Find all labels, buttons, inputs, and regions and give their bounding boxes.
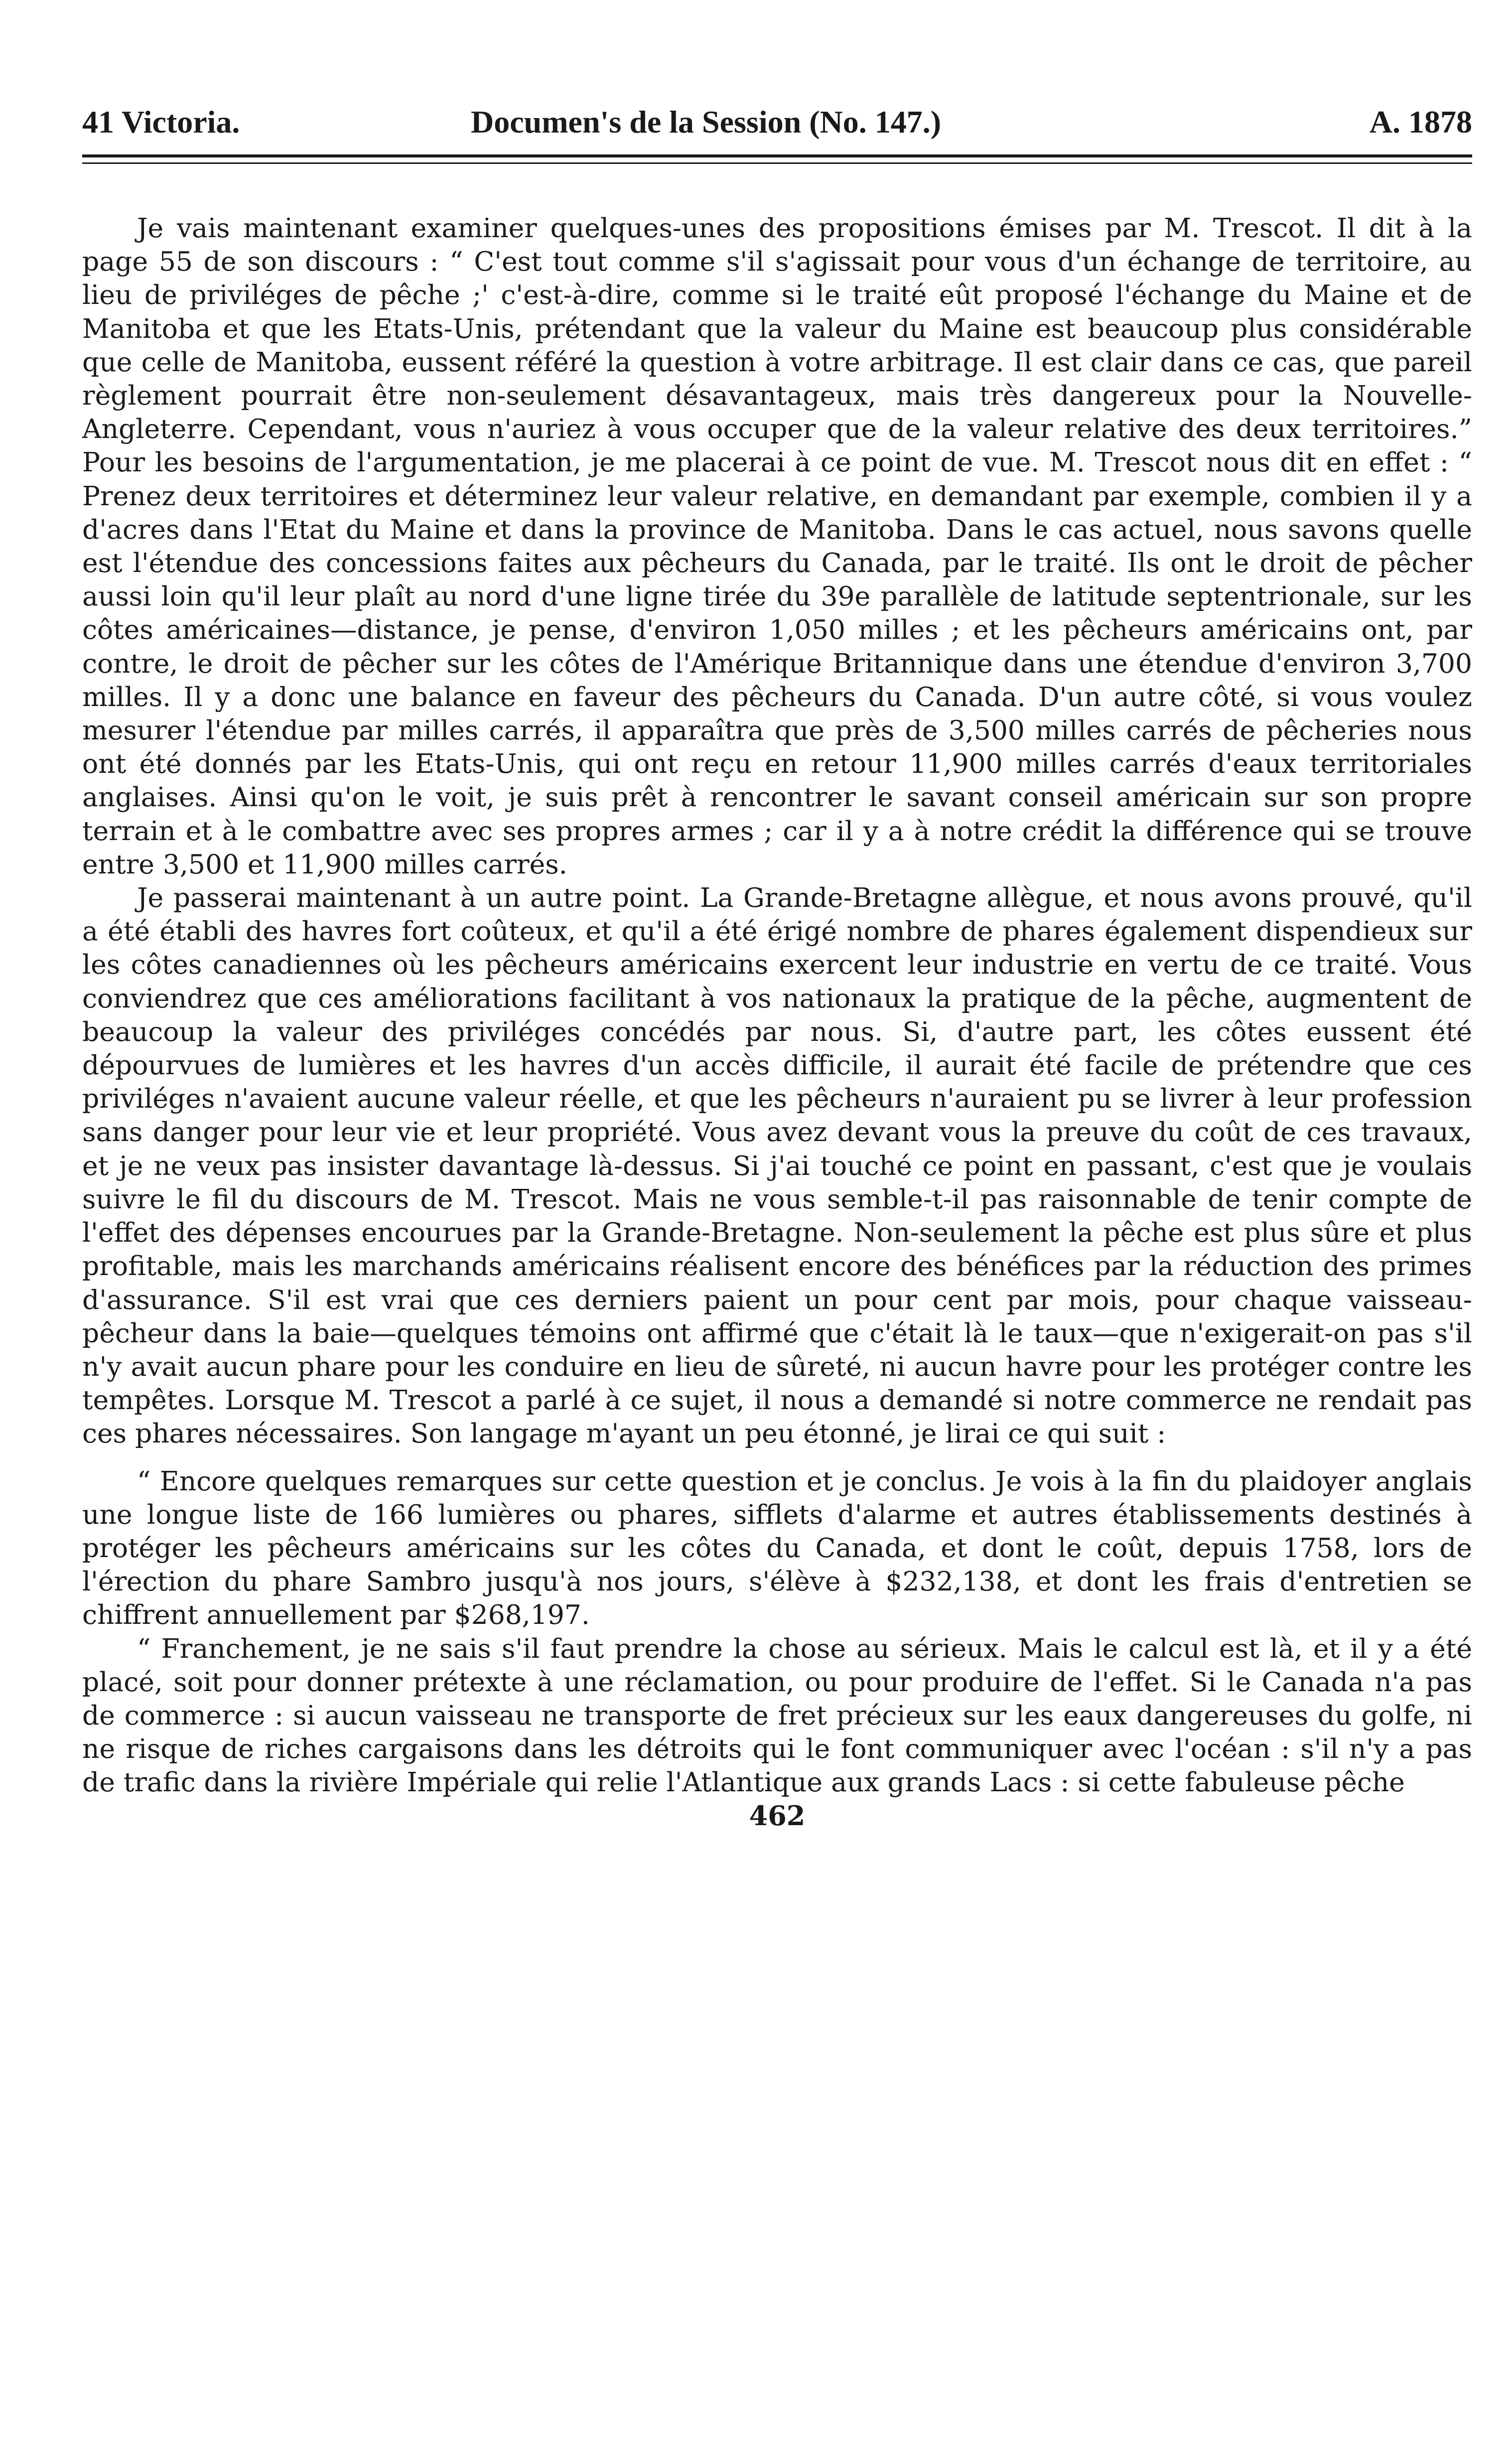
paragraph-1: Je vais maintenant examiner quelques-unes des propositions émises par M. Trescot. Il dit à la page 55 de son discours : “ C'est tout comme s'il s'agissait pour vous d'un échange de territoire, au lieu de priviléges de pêche ;' c'est-à-dire, comme si le traité eût proposé l'échange du Maine et de Manitoba et que les Etats-Unis, prétendant que la valeur du Maine est beaucoup plus considérable que celle de Manitoba, eussent référé la question à votre arbitrage. Il est clair dans ce cas, que pareil règlement pourrait être non-seulement désavantageux, mais très dangereux pour la Nouvelle-Angleterre. Cependant, vous n'auriez à vous occuper que de la valeur relative des deux territoires.” Pour les besoins de l'argumentation, je me placerai à ce point de vue. M. Trescot nous dit en effet : “ Prenez deux territoires et déterminez leur valeur relative, en demandant par exemple, combien il y a d'acres dans l'Etat du Maine et dans la province de Manitoba. Dans le cas actuel, nous savons quelle est l'étendue des concessions faites aux pêcheurs du Canada, par le traité. Ils ont le droit de pêcher aussi loin qu'il leur plaît au nord d'une ligne tirée du 39e parallèle de latitude septentrionale, sur les côtes américaines—distance, je pense, d'environ 1,050 milles ; et les pêcheurs américains ont, par contre, le droit de pêcher sur les côtes de l'Amérique Britannique dans une étendue d'environ 3,700 milles. Il y a donc une balance en faveur des pêcheurs du Canada. D'un autre côté, si vous voulez mesurer l'étendue par milles carrés, il apparaîtra que près de 3,500 milles carrés de pêcheries nous ont été donnés par les Etats-Unis, qui ont reçu en retour 11,900 milles carrés d'eaux territoriales anglaises. Ainsi qu'on le voit, je suis prêt à rencontrer le savant conseil américain sur son propre terrain et à le combattre avec ses propres armes ; car il y a à notre crédit la différence qui se trouve entre 3,500 et 11,900 milles carrés.	[82, 212, 1472, 880]
header-year: A. 1878	[1369, 104, 1472, 140]
header-rule-thick	[82, 154, 1472, 157]
quotation-block	[82, 1464, 1472, 1799]
quotation-paragraph-1: “ Encore quelques remarques sur cette question et je conclus. Je vois à la fin du plaidoyer anglais une longue liste de 166 lumières ou phares, sifflets d'alarme et autres établissements destinés à protéger les pêcheurs américains sur les côtes du Canada, et dont le coût, depuis 1758, lors de l'érection du phare Sambro jusqu'à nos jours, s'élève à $232,138, et dont les frais d'entretien se chiffrent annuellement par $268,197.	[82, 1465, 1472, 1631]
quotation-paragraph-2: “ Franchement, je ne sais s'il faut prendre la chose au sérieux. Mais le calcul est là, et il y a été placé, soit pour donner prétexte à une réclamation, ou pour produire de l'effet. Si le Canada n'a pas de commerce : si aucun vaisseau ne transporte de fret précieux sur les eaux dangereuses du golfe, ni ne risque de riches cargaisons dans les détroits qui le font communiquer avec l'océan : s'il n'y a pas de trafic dans la rivière Impériale qui relie l'Atlantique aux grands Lacs : si cette fabuleuse pêche	[82, 1632, 1472, 1798]
document-page	[82, 95, 1472, 2412]
running-header	[82, 95, 1472, 149]
paragraph-2: Je passerai maintenant à un autre point. La Grande-Bretagne allègue, et nous avons prouvé, qu'il a été établi des havres fort coûteux, et qu'il a été érigé nombre de phares également dispendieux sur les côtes canadiennes où les pêcheurs américains exercent leur industrie en vertu de ce traité. Vous conviendrez que ces améliorations facilitant à vos nationaux la pratique de la pêche, augmentent de beaucoup la valeur des priviléges concédés par nous. Si, d'autre part, les côtes eussent été dépourvues de lumières et les havres d'un accès difficile, il aurait été facile de prétendre que ces priviléges n'avaient aucune valeur réelle, et que les pêcheurs n'auraient pu se livrer à leur profession sans danger pour leur vie et leur propriété. Vous avez devant vous la preuve du coût de ces travaux, et je ne veux pas insister davantage là-dessus. Si j'ai touché ce point en passant, c'est que je voulais suivre le fil du discours de M. Trescot. Mais ne vous semble-t-il pas raisonnable de tenir compte de l'effet des dépenses encourues par la Grande-Bretagne. Non-seulement la pêche est plus sûre et plus profitable, mais les marchands américains réalisent encore des bénéfices par la réduction des primes d'assurance. S'il est vrai que ces derniers paient un pour cent par mois, pour chaque vaisseau-pêcheur dans la baie—quelques témoins ont affirmé que c'était là le taux—que n'exigerait-on pas s'il n'y avait aucun phare pour les conduire en lieu de sûreté, ni aucun havre pour les protéger contre les tempêtes. Lorsque M. Trescot a parlé à ce sujet, il nous a demandé si notre commerce ne rendait pas ces phares nécessaires. Son langage m'ayant un peu étonné, je lirai ce qui suit :	[82, 882, 1472, 1449]
body-text	[82, 211, 1472, 1832]
header-title: Documen's de la Session (No. 147.)	[471, 104, 942, 140]
header-rule-thin	[82, 162, 1472, 164]
header-volume: 41 Victoria.	[82, 104, 240, 140]
page-number: 462	[749, 1799, 806, 1832]
